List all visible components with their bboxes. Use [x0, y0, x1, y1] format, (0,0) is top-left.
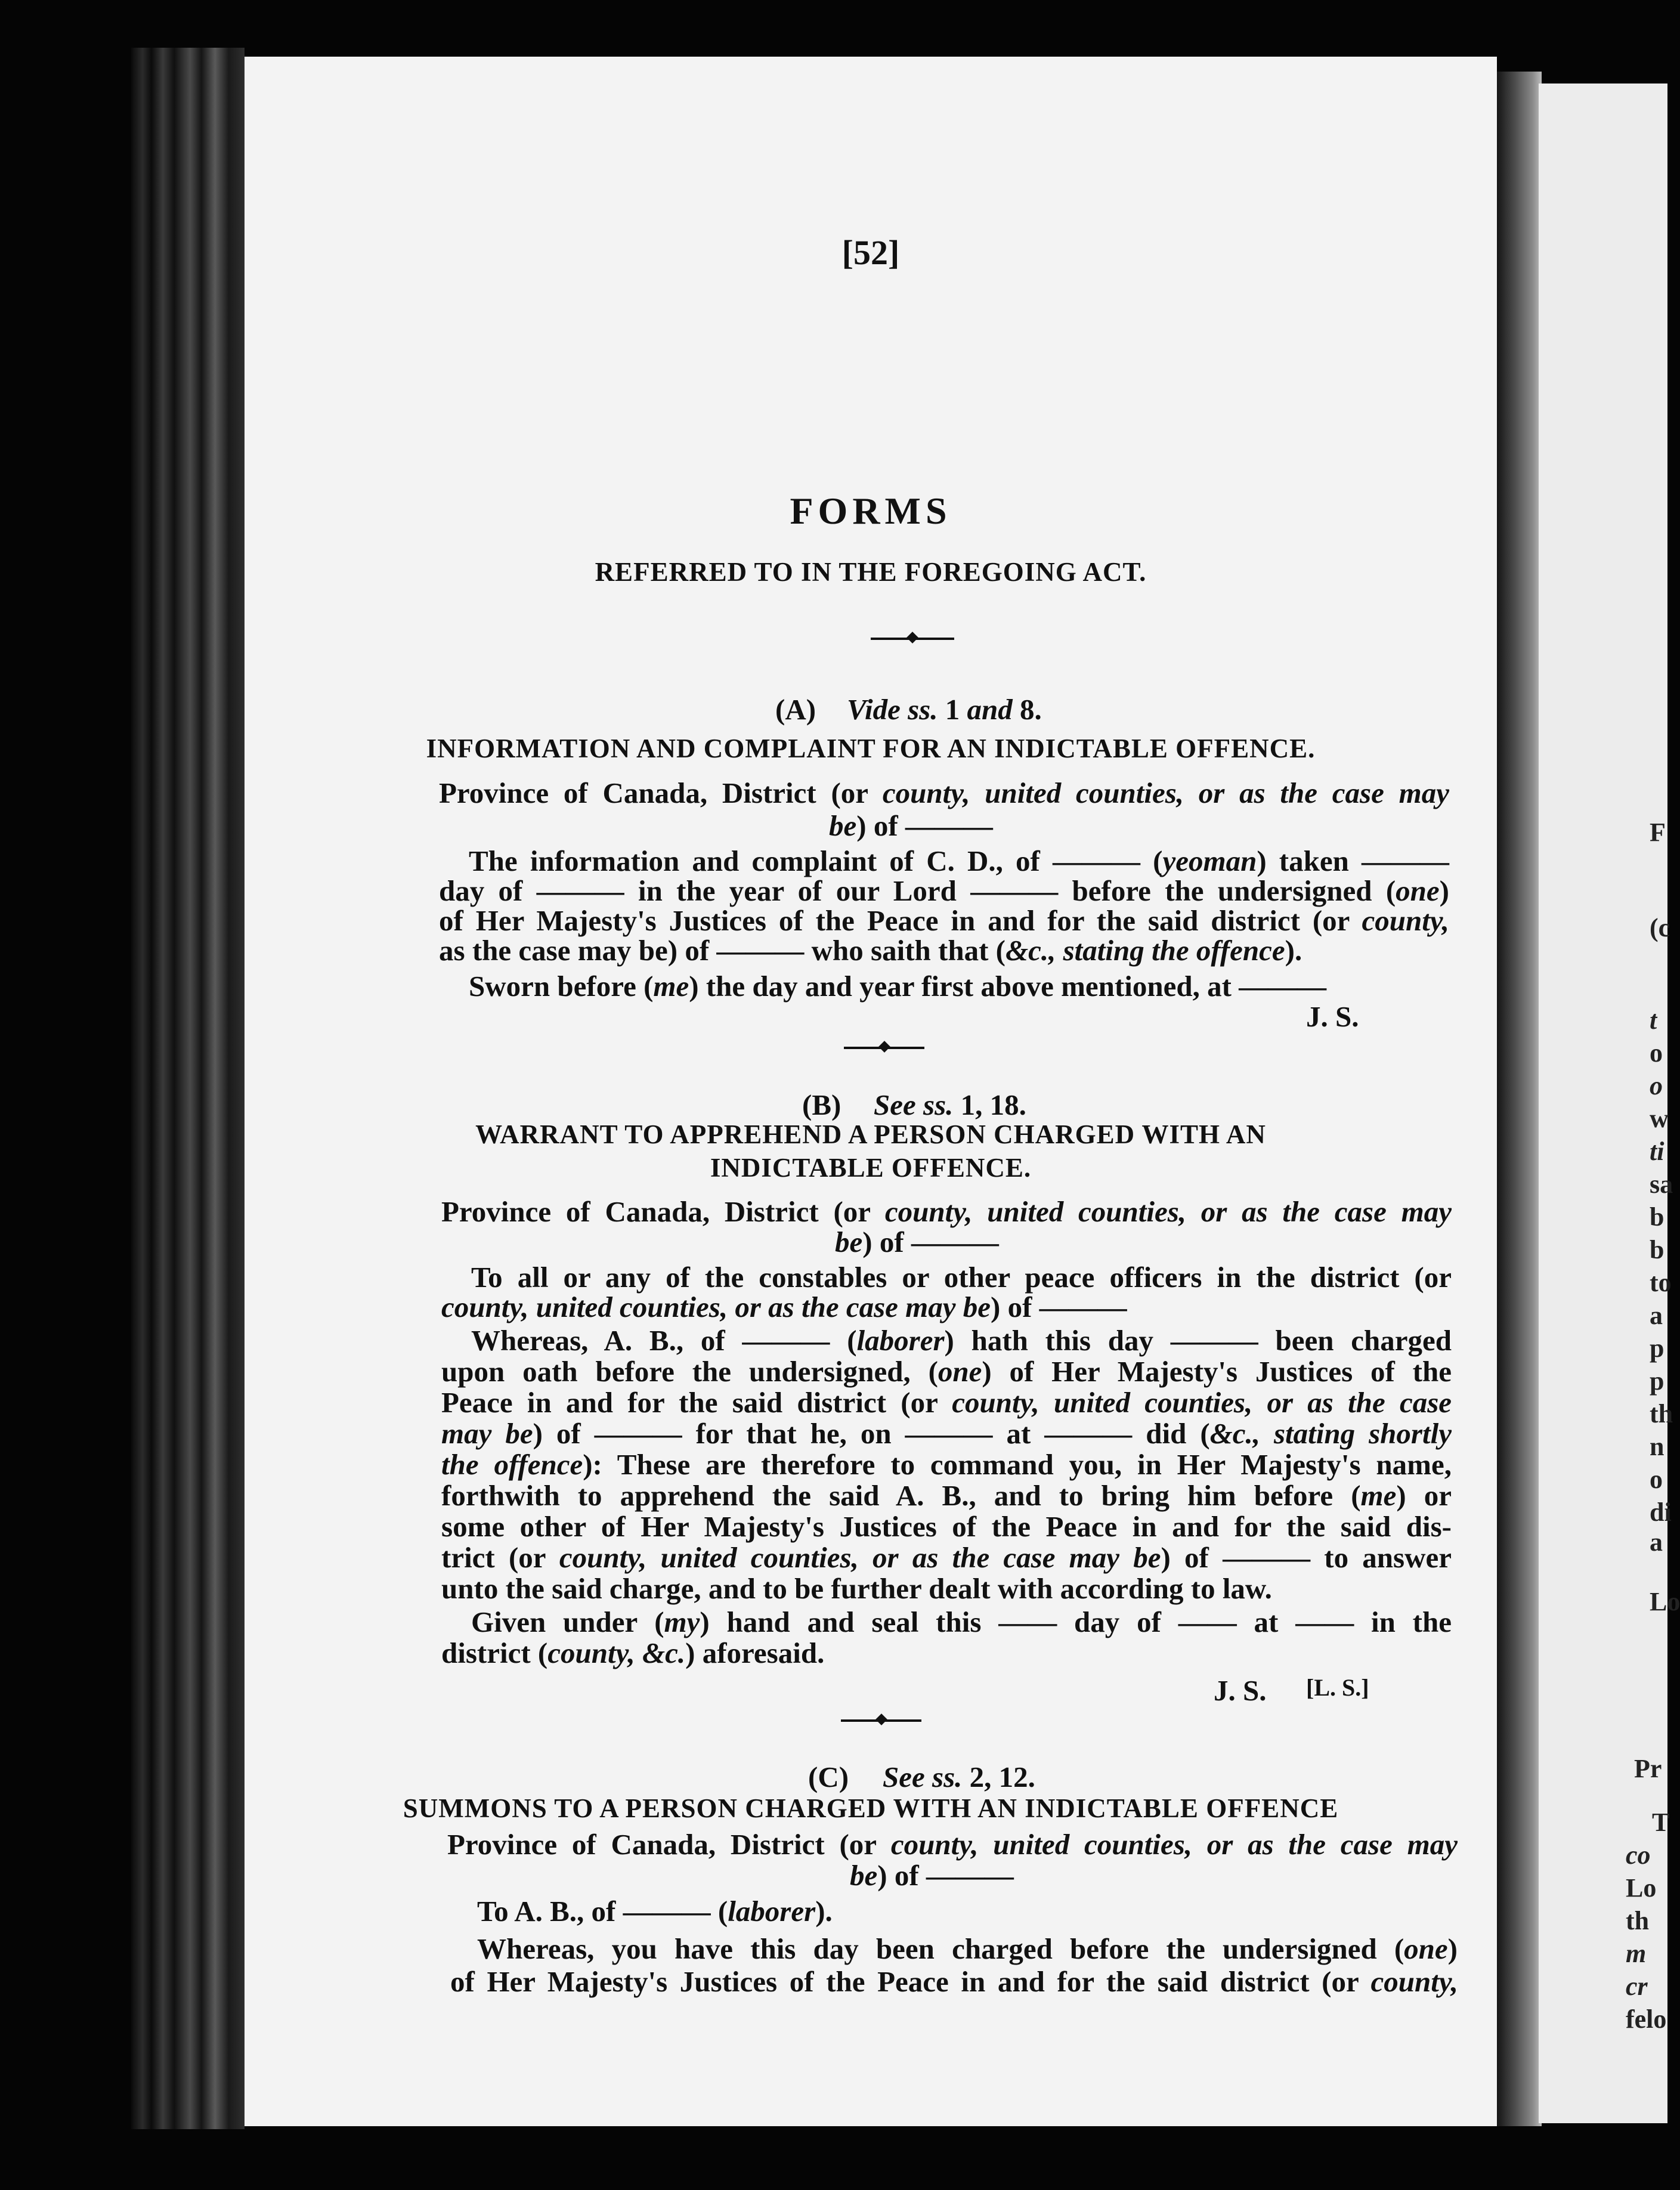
fragment: a: [1650, 1527, 1663, 1557]
fragment: th: [1626, 1906, 1650, 1935]
form-b-line: some other of Her Majesty's Justices of the Peace in and for the said dis-: [441, 1510, 1452, 1543]
fragment: Lo: [1650, 1587, 1680, 1616]
form-c-reference: See ss. 2, 12.: [883, 1761, 1035, 1793]
fragment: w: [1650, 1104, 1669, 1133]
fragment: o: [1650, 1465, 1663, 1494]
form-b-line: trict (or county, united counties, or as the case may be) of ——— to answer: [441, 1541, 1452, 1574]
form-a-line: day of ——— in the year of our Lord ——— before the undersigned (one): [439, 874, 1449, 907]
fragment: o: [1650, 1038, 1663, 1068]
fragment: sa: [1650, 1170, 1673, 1199]
page-gutter-shadow: [1497, 72, 1542, 2126]
fragment: ti: [1650, 1137, 1664, 1166]
fragment: b: [1650, 1235, 1664, 1264]
form-c-line: Whereas, you have this day been charged before the undersigned (one): [477, 1932, 1458, 1965]
form-b-line: Whereas, A. B., of ——— (laborer) hath this day ——— been charged: [471, 1324, 1452, 1357]
fragment: n: [1650, 1432, 1664, 1461]
form-b-line: be) of ———: [835, 1226, 999, 1258]
form-b-line: Peace in and for the said district (or county, united counties, or as the case: [441, 1386, 1452, 1419]
form-c-line: To A. B., of ——— (laborer).: [477, 1895, 833, 1928]
form-a-line: Sworn before (me) the day and year first above mentioned, at ———: [469, 970, 1327, 1003]
document-page: [245, 57, 1497, 2126]
form-c-letter: (C): [808, 1761, 849, 1793]
form-b-heading: INDICTABLE OFFENCE.: [710, 1153, 1032, 1183]
fragment: T: [1652, 1808, 1670, 1837]
form-b-line: To all or any of the constables or other peace officers in the district (or: [471, 1261, 1452, 1294]
form-b-line: the offence): These are therefore to command you, in Her Majesty's name,: [441, 1448, 1452, 1481]
form-c-line: of Her Majesty's Justices of the Peace in and for the said district (or county,: [450, 1965, 1458, 1998]
form-b-heading: WARRANT TO APPREHEND A PERSON CHARGED WITH AN: [475, 1119, 1266, 1149]
fragment: felo: [1626, 2005, 1667, 2034]
form-a-line: Province of Canada, District (or county, united counties, or as the case may: [439, 777, 1449, 809]
fragment: F: [1650, 818, 1666, 847]
fragment: o: [1650, 1071, 1663, 1100]
form-b-line: unto the said charge, and to be further dealt with according to law.: [441, 1572, 1272, 1605]
book-binding-edge: [131, 48, 245, 2129]
form-b-line: county, united counties, or as the case may be) of ———: [441, 1291, 1127, 1323]
form-b-letter: (B): [802, 1088, 841, 1121]
page-number: [52]: [841, 233, 900, 272]
fragment: b: [1650, 1202, 1664, 1232]
form-b-reference: See ss. 1, 18.: [874, 1088, 1026, 1121]
form-b-line: Given under (my) hand and seal this —— day of —— at —— in the: [471, 1606, 1452, 1638]
fragment: Lo: [1626, 1873, 1657, 1903]
form-c-heading: SUMMONS TO A PERSON CHARGED WITH AN INDICTABLE OFFENCE: [403, 1793, 1339, 1823]
fragment: di: [1650, 1498, 1672, 1527]
form-c-line: be) of ———: [850, 1859, 1014, 1892]
form-a-line: The information and complaint of C. D., of ——— (yeoman) taken ———: [469, 845, 1449, 877]
page-subtitle: REFERRED TO IN THE FOREGOING ACT.: [595, 557, 1147, 587]
section-divider: [871, 638, 954, 640]
fragment: to: [1650, 1268, 1672, 1297]
fragment: p: [1650, 1366, 1664, 1396]
section-divider: [844, 1047, 924, 1049]
fragment: th: [1650, 1399, 1673, 1428]
form-a-line: of Her Majesty's Justices of the Peace in and for the said district (or county,: [439, 904, 1449, 937]
form-a-signature: J. S.: [1306, 1000, 1359, 1033]
adjacent-page: [1539, 83, 1680, 2123]
form-a-heading: INFORMATION AND COMPLAINT FOR AN INDICTABLE OFFENCE.: [426, 734, 1316, 763]
fragment: p: [1650, 1334, 1664, 1363]
fragment: a: [1650, 1301, 1663, 1330]
form-a-line: as the case may be) of ——— who saith that (&c., stating the offence).: [439, 934, 1302, 967]
fragment: co: [1626, 1841, 1651, 1870]
form-a-line: be) of ———: [829, 809, 993, 842]
form-b-signature: J. S.: [1214, 1674, 1267, 1707]
form-b-line: upon oath before the undersigned, (one) of Her Majesty's Justices of the: [441, 1355, 1452, 1388]
fragment: m: [1626, 1939, 1647, 1968]
form-b-seal: [L. S.]: [1306, 1674, 1369, 1701]
form-a-reference: Vide ss. 1 and 8.: [847, 693, 1042, 726]
page-title: FORMS: [790, 490, 952, 532]
fragment: Pr: [1634, 1754, 1662, 1783]
form-b-line: forthwith to apprehend the said A. B., and to bring him before (me) or: [441, 1479, 1452, 1512]
fragment: (c: [1650, 913, 1670, 942]
form-b-line: may be) of ——— for that he, on ——— at ——— did (&c., stating shortly: [441, 1417, 1452, 1450]
form-b-line: Province of Canada, District (or county, united counties, or as the case may: [441, 1195, 1452, 1228]
section-divider: [841, 1719, 921, 1722]
form-a-letter: (A): [775, 693, 816, 726]
form-c-line: Province of Canada, District (or county, united counties, or as the case may: [447, 1828, 1458, 1861]
fragment: cr: [1626, 1972, 1648, 2001]
form-b-line: district (county, &c.) aforesaid.: [441, 1637, 825, 1669]
fragment: t: [1650, 1006, 1657, 1035]
